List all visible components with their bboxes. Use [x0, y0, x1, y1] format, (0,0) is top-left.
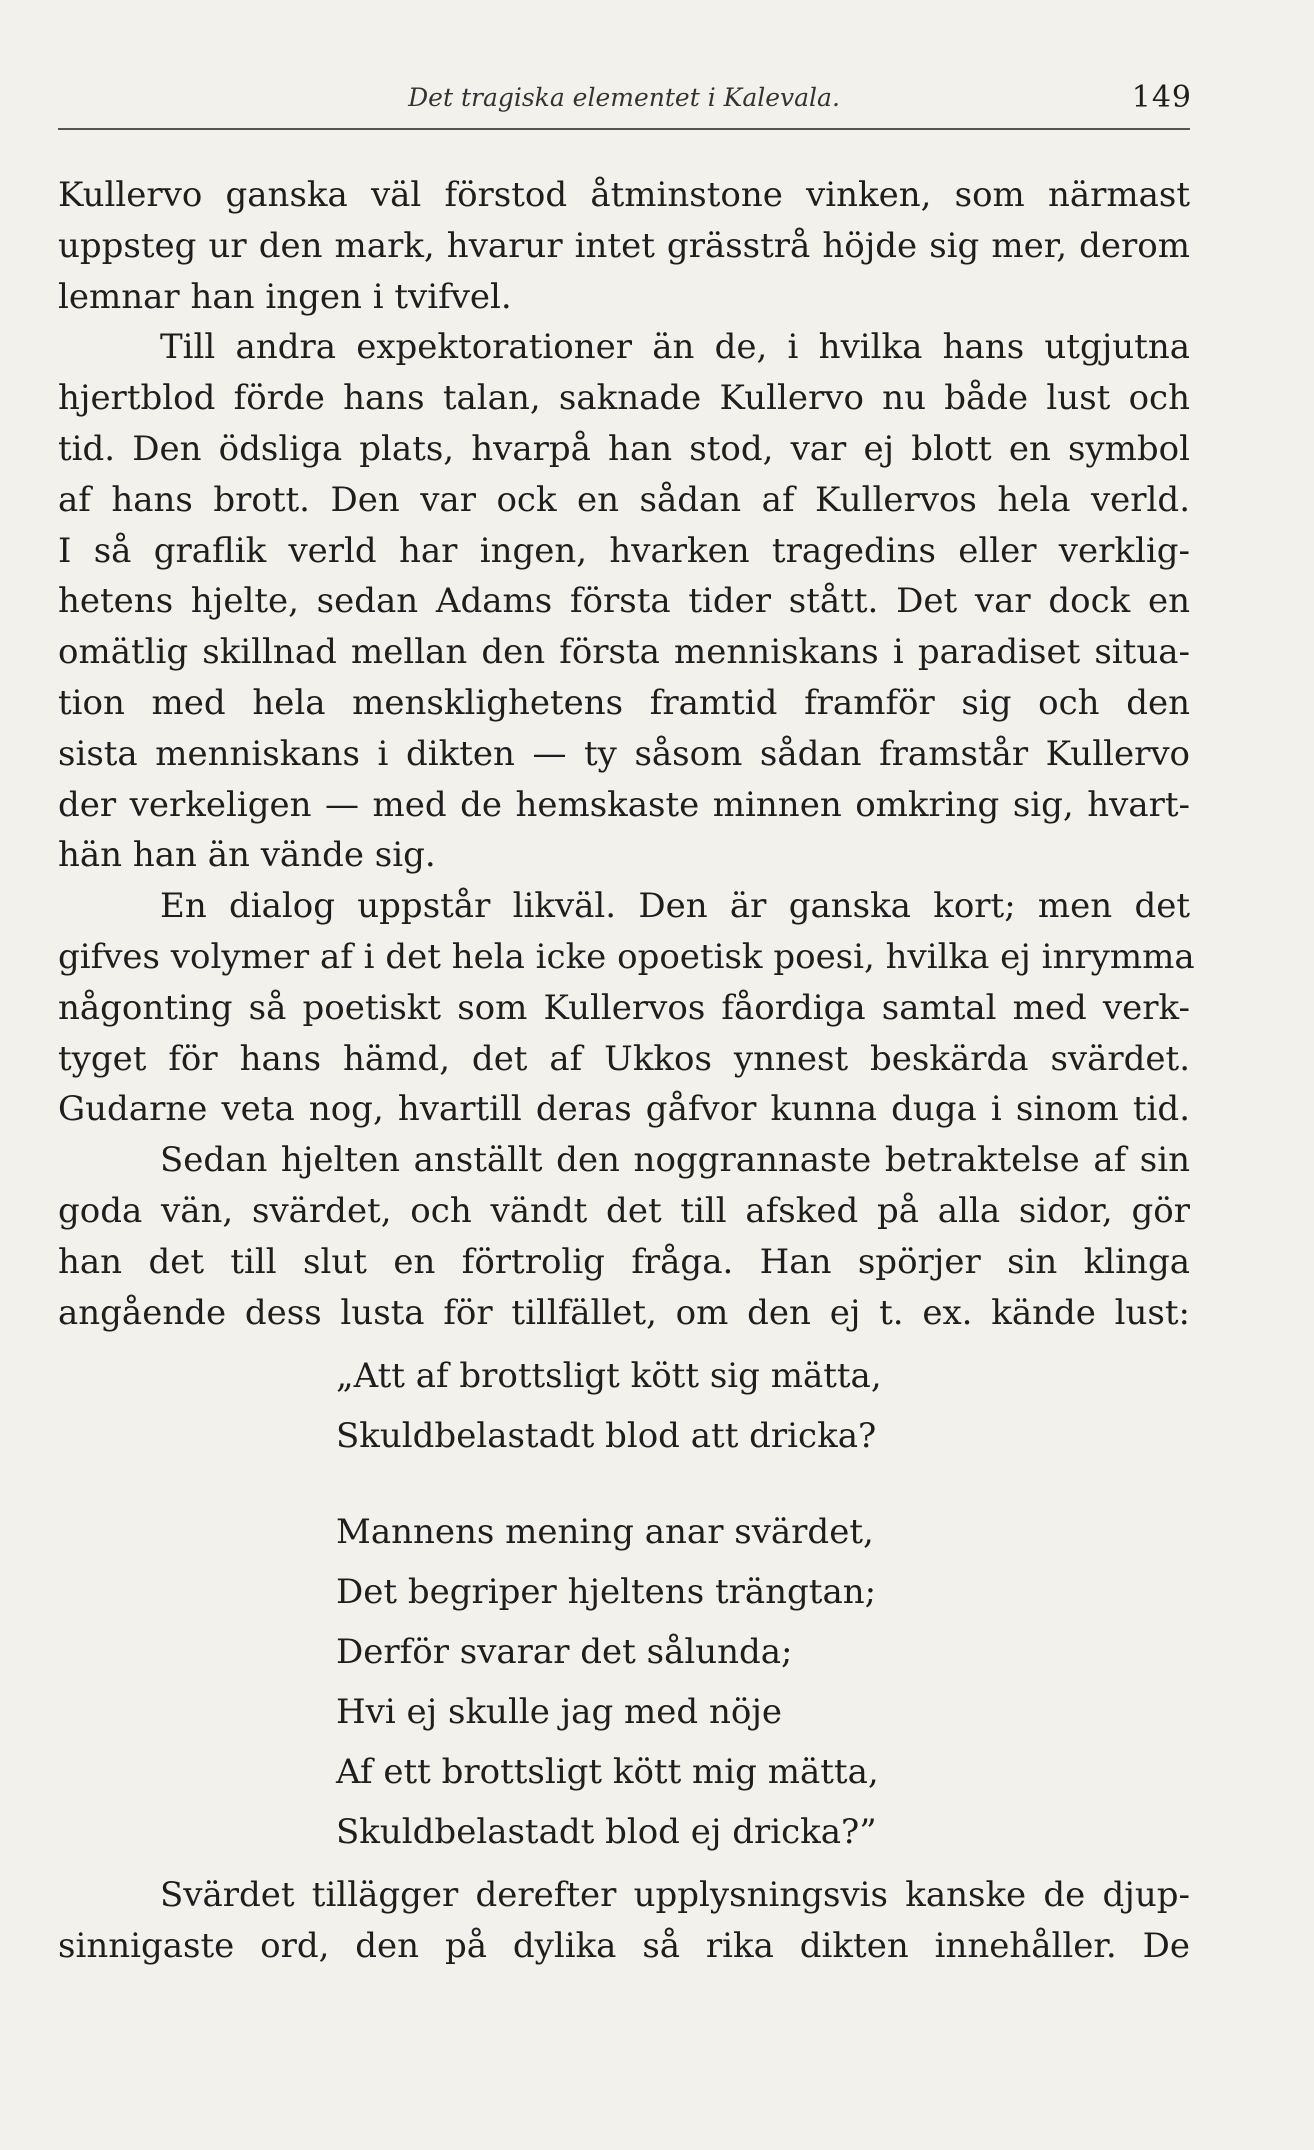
verse-line: Skuldbelastadt blod ej dricka?”	[336, 1812, 877, 1853]
verse-line: Derför svarar det sålunda;	[336, 1632, 793, 1673]
text-line: hän han än vände sig.	[58, 835, 436, 876]
verse-line: Hvi ej skulle jag med nöje	[336, 1692, 782, 1733]
text-line: Kullervo ganska väl förstod åtminstone vinken, som närmast	[58, 175, 1190, 215]
text-line: hjertblod förde hans talan, saknade Kullervo nu både lust och	[58, 378, 1190, 419]
text-line: gifves volymer af i det hela icke opoetisk poesi, hvilka ej inrymma	[58, 936, 1195, 977]
running-title: Det tragiska elementet i Kalevala.	[408, 82, 840, 112]
text-line: Gudarne veta nog, hvartill deras gåfvor kunna duga i sinom tid.	[58, 1089, 1190, 1130]
text-line: goda vän, svärdet, och vändt det till afsked på alla sidor, gör	[58, 1190, 1190, 1231]
text-line: angående dess lusta för tillfället, om den ej t. ex. kände lust:	[58, 1292, 1190, 1333]
text-line: af hans brott. Den var ock en sådan af Kullervos hela verld.	[58, 479, 1190, 520]
text-line: En dialog uppstår likväl. Den är ganska kort; men det	[160, 886, 1190, 927]
paragraph-4	[58, 1135, 1190, 1338]
text-line: han det till slut en förtrolig fråga. Han spörjer sin klinga	[58, 1241, 1190, 1282]
verse-line: Det begriper hjeltens trängtan;	[336, 1572, 877, 1613]
text-line: Till andra expektorationer än de, i hvilka hans utgjutna	[160, 327, 1190, 368]
stanza-break	[336, 1466, 1190, 1502]
header-rule	[58, 128, 1190, 130]
paragraph-5	[58, 1870, 1190, 1972]
text-line: tid. Den ödsliga plats, hvarpå han stod, var ej blott en symbol	[58, 428, 1190, 469]
text-line: sinnigaste ord, den på dylika så rika dikten innehåller. De	[58, 1926, 1190, 1967]
verse-quotation	[58, 1346, 1190, 1862]
verse-line: Skuldbelastadt blod att dricka?	[336, 1416, 877, 1457]
text-line: lemnar han ingen i tvifvel.	[58, 276, 512, 317]
text-line: tion med hela mensklighetens framtid framför sig och den	[58, 682, 1190, 723]
text-line: någonting så poetiskt som Kullervos fåordiga samtal med verk-	[58, 987, 1190, 1028]
verse-line: „Att af brottsligt kött sig mätta,	[336, 1356, 882, 1397]
page-number: 149	[1131, 79, 1192, 115]
text-line: uppsteg ur den mark, hvarur intet grässtrå höjde sig mer, derom	[58, 225, 1190, 266]
text-line: Sedan hjelten anställt den noggrannaste betraktelse af sin	[160, 1140, 1190, 1181]
body-text	[58, 170, 1195, 1972]
text-line: sista menniskans i dikten — ty såsom sådan framstår Kullervo	[58, 733, 1190, 774]
paragraph-2	[58, 322, 1190, 881]
text-line: omätlig skillnad mellan den första menniskans i paradiset situa-	[58, 632, 1190, 673]
paragraph-3	[58, 881, 1195, 1135]
paragraph-1	[58, 170, 1190, 322]
page-header	[58, 72, 1190, 122]
text-line: Svärdet tillägger derefter upplysningsvis kanske de djup-	[160, 1875, 1190, 1916]
text-line: hetens hjelte, sedan Adams första tider stått. Det var dock en	[58, 581, 1190, 622]
verse-line: Af ett brottsligt kött mig mätta,	[336, 1752, 879, 1793]
text-line: tyget för hans hämd, det af Ukkos ynnest beskärda svärdet.	[58, 1038, 1190, 1079]
verse-line: Mannens mening anar svärdet,	[336, 1512, 874, 1553]
text-line: der verkeligen — med de hemskaste minnen omkring sig, hvart-	[58, 784, 1190, 825]
text-line: I så graflik verld har ingen, hvarken tragedins eller verklig-	[58, 530, 1190, 571]
